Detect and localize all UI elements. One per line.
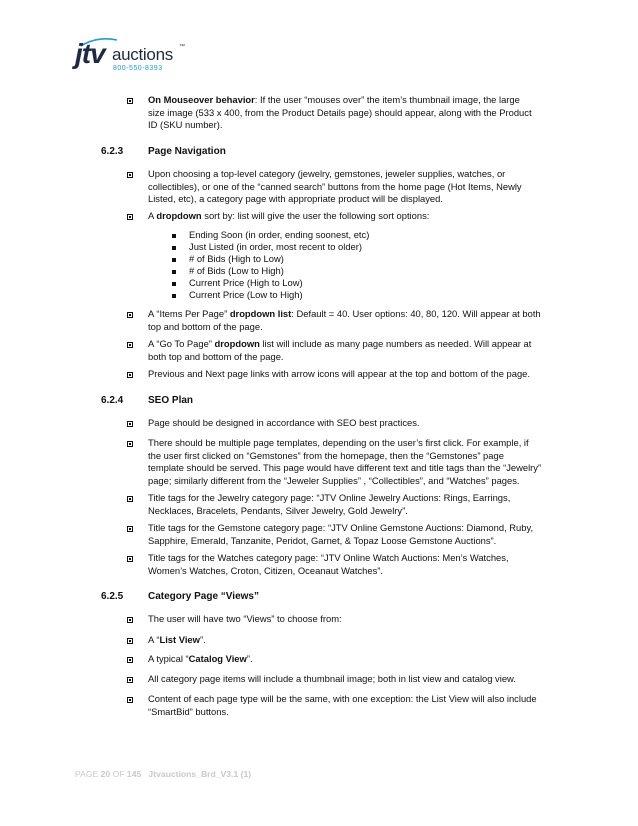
logo-auctions-text: auctions (112, 45, 173, 64)
logo-trademark: ™ (179, 44, 185, 50)
square-bullet-icon (172, 234, 176, 238)
sort-option: Current Price (High to Low) (189, 277, 303, 288)
page-total: 145 (126, 769, 142, 779)
sort-option: Just Listed (in order, most recent to older) (189, 241, 362, 252)
views-bullet-5: Content of each page type will be the same, with one exception: the List View will also include “SmartBid” buttons. (148, 693, 537, 717)
logo-phone-number: 800-550-8393 (113, 65, 163, 72)
checkbox-bullet-icon (127, 441, 133, 447)
nav-bullet-5: Previous and Next page links with arrow icons will appear at the top and bottom of the page. (148, 368, 530, 379)
views-bullet-3: A typical “Catalog View”. (148, 653, 253, 664)
checkbox-bullet-icon (127, 556, 133, 562)
checkbox-bullet-icon (127, 657, 133, 663)
checkbox-bullet-icon (127, 638, 133, 644)
nav-bullet-1: Upon choosing a top-level category (jewelry, gemstones, jeweler supplies, watches, or collectibles), or one of the “canned search” buttons from the home page (Hot Items, Newly Listed, etc), a category page with appropriate product will be displayed. (148, 168, 522, 205)
sort-option: Ending Soon (in order, ending soonest, etc) (189, 229, 370, 240)
logo-jtv-text: jtv (75, 38, 105, 69)
checkbox-bullet-icon (127, 312, 133, 318)
nav-bullet-3: A “Items Per Page” dropdown list: Default = 40. User options: 40, 80, 120. Will appear at both top and bottom of the page. (148, 308, 541, 332)
page-number: 20 (100, 769, 111, 779)
checkbox-bullet-icon (127, 214, 133, 220)
nav-bullet-2: A dropdown sort by: list will give the user the following sort options: (148, 210, 430, 221)
square-bullet-icon (172, 258, 176, 262)
checkbox-bullet-icon (127, 98, 133, 104)
jtv-auctions-logo (75, 36, 195, 82)
document-page: jtv auctions ™ 800-550-8393 On Mouseover behavior: If the user “mouses over” the item’s thumbnail image, the large size image (533 x 400, from the Product Details page) should appear, along with the Product ID (SKU number). 6.2.3 Page Navigation Upon choosing a top-level category (jewelry, gemstones, jeweler supplies, watches, or collectibles), or one of the “canned search” buttons from the home page (Hot Items, Newly Listed, etc), a category page with appropriate product will be displayed. A dropdown sort by: list will give the user the following sort options: Ending Soon (in order, ending soonest, etc) Just Listed (in order, most recent to older) # of Bids (High to Low) # of Bids (Low to High) Current Price (High to Low) Current Price (Low to High) A “Items Per Page” dropdown list: Default = 40. User options: 40, 80, 120. Will appear at both top and bottom of the page. A “Go To Page” dropdown list will include as many page numbers as needed. Will appear at both top and bottom of the page. Previous and Next page links with arrow icons will appear at the top and bottom of the page. 6.2.4 SEO Plan Page should be designed in accordance with SEO best practices. There should be multiple page templates, depending on the user’s first click. For example, if the user first clicked on “Gemstones” from the homepage, then the “Gemstones” page template should be served. This page would have different text and title tags than the “Jewelry” page; similarly different from the “Jeweler Supplies” , “Collectibles”, and “Watches” pages. Title tags for the Jewelry category page: “JTV Online Jewelry Auctions: Rings, Earrings, Necklaces, Bracelets, Pendants, Silver Jewelry, Gold Jewelry”. Title tags for the Gemstone category page: “JTV Online Gemstone Auctions: Diamond, Ruby, Sapphire, Emerald, Tanzanite, Peridot, Garnet, & Topaz Loose Gemstone Auctions”. Title tags for the Watches category page: “JTV Online Watch Auctions: Men’s Watches, Women’s Watches, Croton, Citizen, Oceanaut Watches”. 6.2.5 Category Page “Views” The user will have two “Views” to choose from: A “List View”. A typical “Catalog View”. All category page items will include a thumbnail image; both in list view and catalog view. Content of each page type will be the same, with one exception: the List View will also include “SmartBid” buttons. PAGE 20 OF 145 Jtvauctions_Brd_V3.1 (1) (0, 0, 638, 826)
checkbox-bullet-icon (127, 421, 133, 427)
sort-option: Current Price (Low to High) (189, 289, 303, 300)
nav-bullet-4: A “Go To Page” dropdown list will include as many page numbers as needed. Will appear at both top and bottom of the page. (148, 338, 532, 362)
sort-option: # of Bids (Low to High) (189, 265, 284, 276)
seo-bullet-4: Title tags for the Gemstone category page: “JTV Online Gemstone Auctions: Diamond, Ruby, Sapphire, Emerald, Tanzanite, Peridot, Garnet, & Topaz Loose Gemstone Auctions”. (148, 522, 534, 546)
seo-bullet-1: Page should be designed in accordance with SEO best practices. (148, 417, 420, 428)
page-footer: PAGE 20 OF 145 Jtvauctions_Brd_V3.1 (1) (75, 769, 252, 779)
checkbox-bullet-icon (127, 496, 133, 502)
square-bullet-icon (172, 282, 176, 286)
intro-bullet-text: On Mouseover behavior: If the user “mouses over” the item’s thumbnail image, the large size image (533 x 400, from the Product Details page) should appear, along with the Product ID (SKU number). (148, 94, 532, 131)
checkbox-bullet-icon (127, 677, 133, 683)
checkbox-bullet-icon (127, 172, 133, 178)
checkbox-bullet-icon (127, 526, 133, 532)
checkbox-bullet-icon (127, 372, 133, 378)
document-name: Jtvauctions_Brd_V3.1 (1) (141, 769, 252, 779)
sort-option: # of Bids (High to Low) (189, 253, 284, 264)
views-bullet-2: A “List View”. (148, 634, 206, 645)
checkbox-bullet-icon (127, 617, 133, 623)
checkbox-bullet-icon (127, 342, 133, 348)
square-bullet-icon (172, 270, 176, 274)
seo-bullet-5: Title tags for the Watches category page: “JTV Online Watch Auctions: Men’s Watches, Women’s Watches, Croton, Citizen, Oceanaut Watches”. (148, 552, 509, 576)
square-bullet-icon (172, 246, 176, 250)
views-bullet-1: The user will have two “Views” to choose from: (148, 613, 342, 624)
seo-bullet-3: Title tags for the Jewelry category page: “JTV Online Jewelry Auctions: Rings, Earrings, Necklaces, Bracelets, Pendants, Silver Jewelry, Gold Jewelry”. (148, 492, 511, 516)
mouseover-label: On Mouseover behavior (148, 94, 255, 105)
square-bullet-icon (172, 294, 176, 298)
views-bullet-4: All category page items will include a thumbnail image; both in list view and catalog view. (148, 673, 516, 684)
checkbox-bullet-icon (127, 697, 133, 703)
seo-bullet-2: There should be multiple page templates, depending on the user’s first click. For example, if the user first clicked on “Gemstones” from the homepage, then the “Gemstones” page template should be served. This page would have different text and title tags than the “Jewelry” page; similarly different from the “Jeweler Supplies” , “Collectibles”, and “Watches” pages. (148, 437, 542, 486)
